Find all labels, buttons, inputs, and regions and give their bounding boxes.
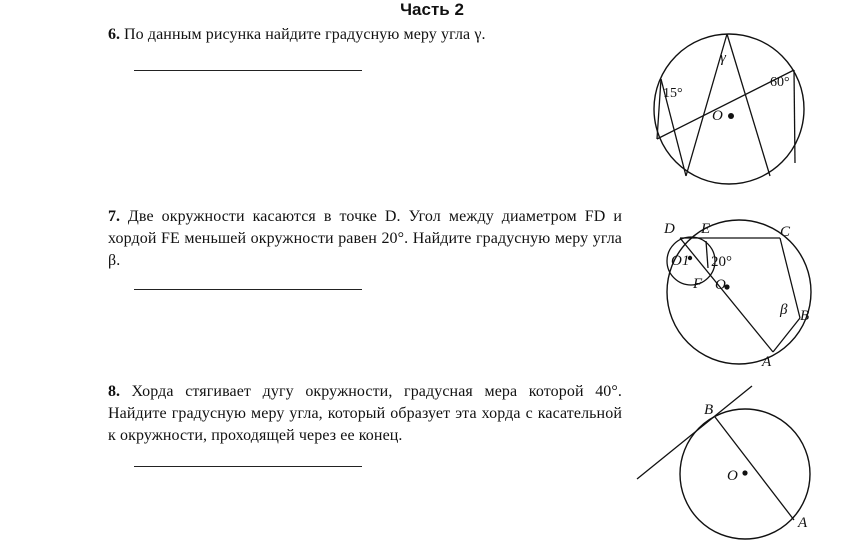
point-label: D <box>664 221 675 237</box>
page-title: Часть 2 <box>400 0 464 19</box>
task-number: 8. <box>108 383 120 400</box>
task-number: 6. <box>108 26 120 43</box>
point-label: E <box>701 221 711 237</box>
beta-label: β <box>780 302 788 318</box>
point-label: C <box>780 224 791 240</box>
figure-task-8 <box>630 380 830 540</box>
task-text: Две окружности касаются в точке D. Угол между диаметром FD и хордой FE меньшей окружности равен 20°. Найдите градусную меру угла β. <box>108 208 622 269</box>
answer-line <box>134 289 362 290</box>
angle-label: 20° <box>711 254 732 270</box>
answer-line <box>134 466 362 467</box>
task-text: По данным рисунка найдите градусную меру угла γ. <box>124 26 486 43</box>
point-label: B <box>704 402 714 418</box>
center-label: O <box>712 108 723 124</box>
center-label: O <box>715 277 726 293</box>
center-label: O <box>727 468 738 484</box>
task-7 <box>108 206 622 272</box>
task-6 <box>108 24 622 46</box>
task-8 <box>108 381 622 447</box>
big-circle <box>667 220 811 364</box>
angle-label: 15° <box>663 86 683 101</box>
point-label: F <box>693 276 703 292</box>
point-label: A <box>762 354 772 370</box>
angle-label: 60° <box>770 75 790 90</box>
segments <box>680 238 800 352</box>
answer-line <box>134 70 362 71</box>
chords <box>657 34 795 176</box>
point-label: A <box>798 515 808 531</box>
point-label: B <box>800 308 810 324</box>
figure-task-7 <box>650 212 820 372</box>
task-number: 7. <box>108 208 120 225</box>
tangent-line <box>637 386 752 479</box>
figure-task-6 <box>640 30 820 200</box>
center-point <box>728 113 734 119</box>
task-text: Хорда стягивает дугу окружности, градусная мера которой 40°. Найдите градусную меру угла, который образует эта хорда с касательной к окружности, проходящей через ее конец. <box>108 383 623 444</box>
gamma-label: γ <box>720 50 726 66</box>
circle <box>654 34 804 184</box>
center-point <box>742 470 747 475</box>
center-label: O1 <box>671 253 690 269</box>
